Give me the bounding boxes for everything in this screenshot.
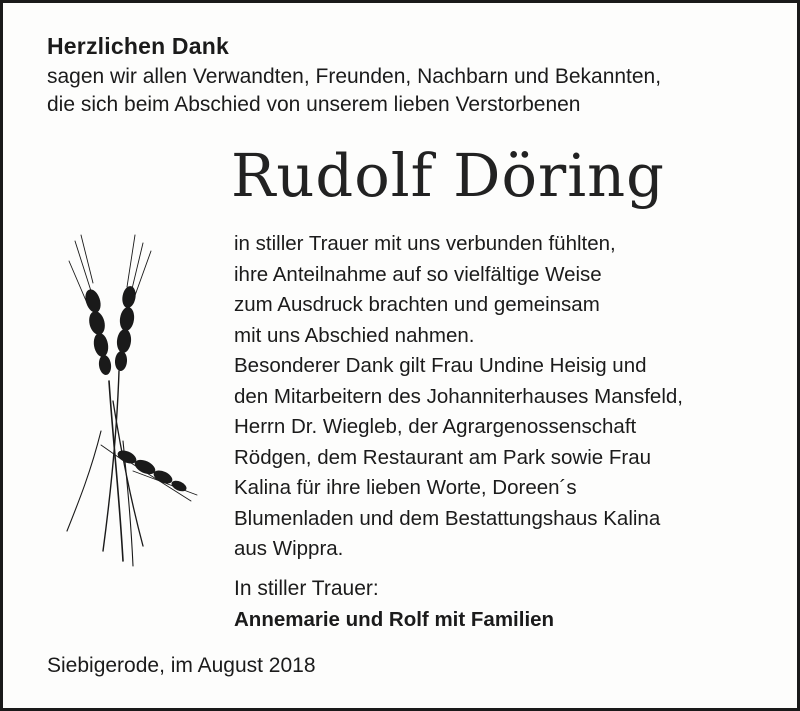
body-line: Kalina für ihre lieben Worte, Doreen´s — [234, 476, 577, 499]
body-line: in stiller Trauer mit uns verbunden fühlten, — [234, 232, 616, 255]
place-date: Siebigerode, im August 2018 — [47, 654, 316, 677]
body-text — [234, 229, 683, 565]
intro-text — [47, 63, 661, 119]
mourning-label: In stiller Trauer: — [234, 577, 379, 600]
wheat-ears-icon — [61, 231, 203, 575]
signatories: Annemarie und Rolf mit Familien — [234, 608, 555, 631]
body-line: Herrn Dr. Wiegleb, der Agrargenossenschaft — [234, 415, 637, 438]
body-line: Besonderer Dank gilt Frau Undine Heisig und — [234, 354, 647, 377]
body-line: den Mitarbeitern des Johanniterhauses Mansfeld, — [234, 384, 683, 408]
intro-line: die sich beim Abschied von unserem lieben Verstorbenen — [47, 93, 581, 116]
body-line: Blumenladen und dem Bestattungshaus Kalina — [234, 506, 661, 530]
body-line: Rödgen, dem Restaurant am Park sowie Frau — [234, 445, 652, 469]
deceased-name: Rudolf Döring — [231, 141, 665, 210]
intro-line: sagen wir allen Verwandten, Freunden, Nachbarn und Bekannten, — [47, 65, 662, 88]
body-line: aus Wippra. — [234, 537, 344, 560]
body-line: mit uns Abschied nahmen. — [234, 323, 475, 347]
body-line: ihre Anteilnahme auf so vielfältige Weise — [234, 262, 602, 286]
body-line: zum Ausdruck brachten und gemeinsam — [234, 293, 600, 316]
heading: Herzlichen Dank — [47, 33, 229, 59]
